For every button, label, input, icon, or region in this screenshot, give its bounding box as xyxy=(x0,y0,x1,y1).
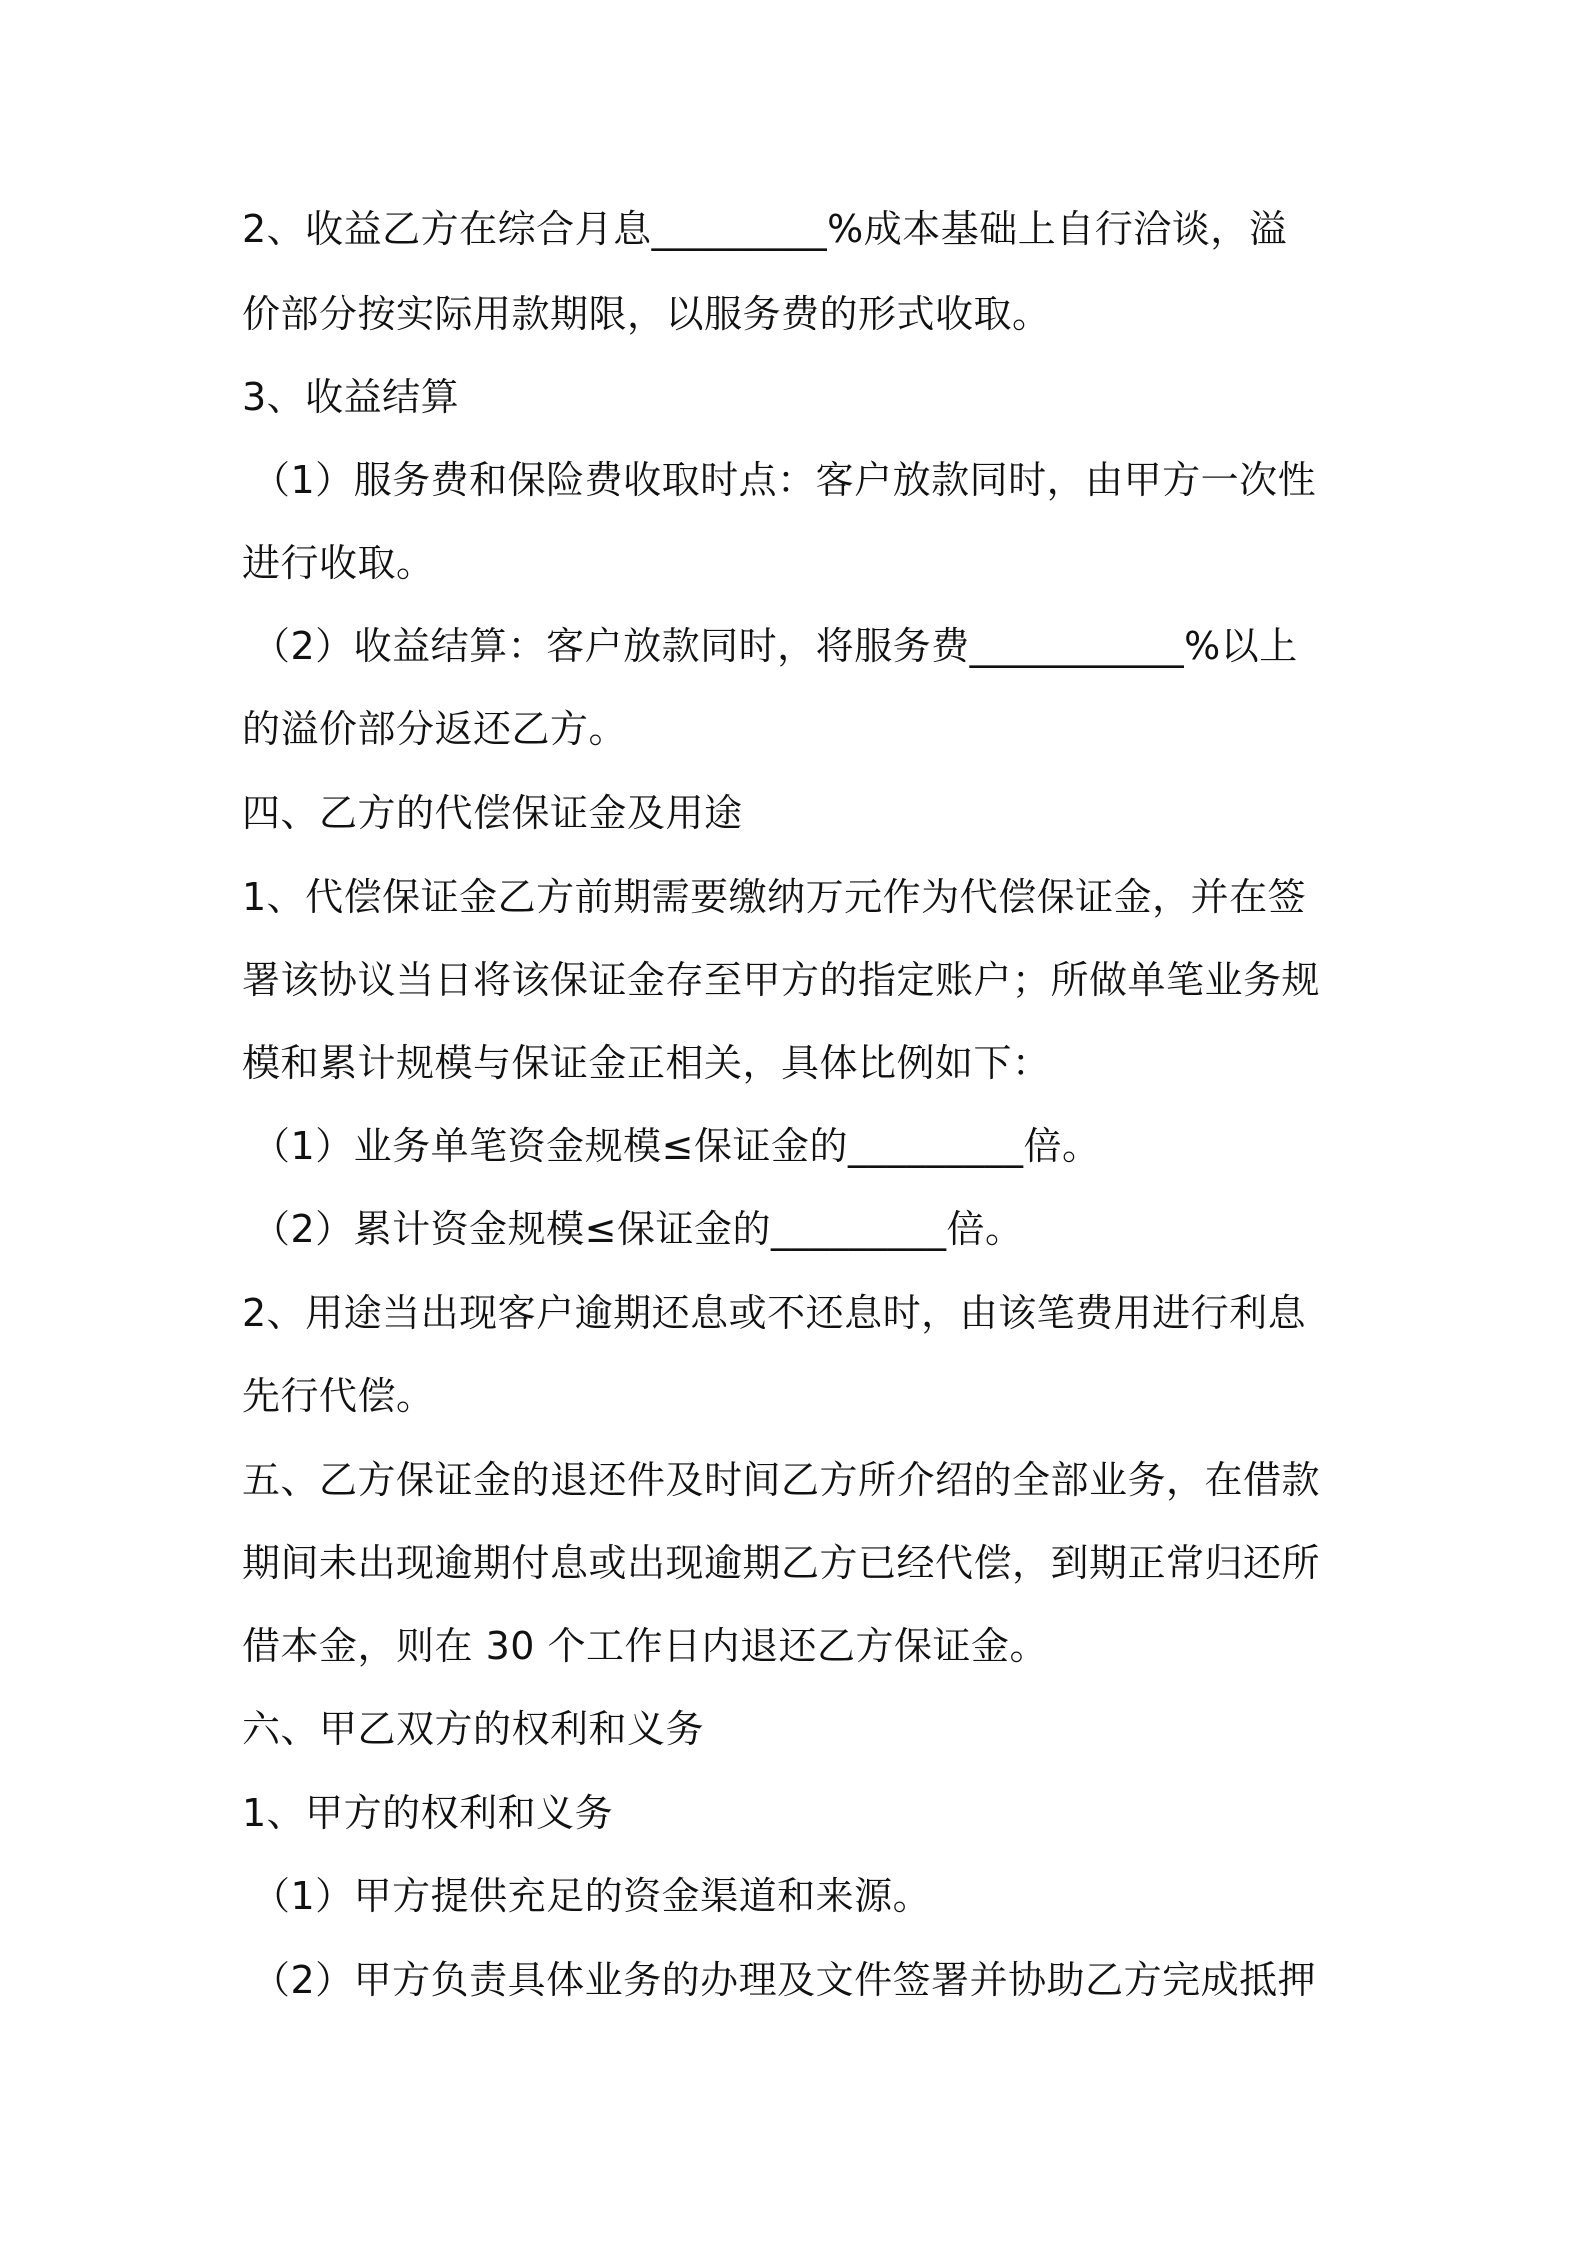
line-11: 模和累计规模与保证金正相关，具体比例如下： xyxy=(242,1041,1051,1085)
line-1: 2、收益乙方在综合月息_________%成本基础上自行洽谈，溢 xyxy=(242,207,1288,251)
line-20: 1、甲方的权利和义务 xyxy=(242,1791,614,1835)
line-4: （1）服务费和保险费收取时点：客户放款同时，由甲方一次性 xyxy=(252,458,1317,502)
line-22: （2）甲方负责具体业务的办理及文件签署并协助乙方完成抵押 xyxy=(252,1958,1317,2002)
line-12: （1）业务单笔资金规模≤保证金的_________倍。 xyxy=(252,1124,1101,1168)
line-7: 的溢价部分返还乙方。 xyxy=(242,707,628,751)
line-21: （1）甲方提供充足的资金渠道和来源。 xyxy=(252,1874,932,1918)
line-13: （2）累计资金规模≤保证金的_________倍。 xyxy=(252,1207,1024,1251)
line-18: 借本金，则在 30 个工作日内退还乙方保证金。 xyxy=(242,1624,1049,1668)
line-17: 期间未出现逾期付息或出现逾期乙方已经代偿，到期正常归还所 xyxy=(242,1541,1321,1585)
line-14: 2、用途当出现客户逾期还息或不还息时，由该笔费用进行利息 xyxy=(242,1291,1307,1335)
line-19: 六、甲乙双方的权利和义务 xyxy=(242,1707,705,1751)
line-6: （2）收益结算：客户放款同时，将服务费___________%以上 xyxy=(252,624,1298,668)
line-10: 署该协议当日将该保证金存至甲方的指定账户；所做单笔业务规 xyxy=(242,958,1321,1002)
line-9: 1、代偿保证金乙方前期需要缴纳万元作为代偿保证金，并在签 xyxy=(242,875,1307,919)
line-5: 进行收取。 xyxy=(242,541,435,585)
line-15: 先行代偿。 xyxy=(242,1374,435,1418)
line-16: 五、乙方保证金的退还件及时间乙方所介绍的全部业务，在借款 xyxy=(242,1458,1321,1502)
line-2: 价部分按实际用款期限，以服务费的形式收取。 xyxy=(242,292,1051,336)
line-3: 3、收益结算 xyxy=(242,375,460,419)
line-8: 四、乙方的代偿保证金及用途 xyxy=(242,791,743,835)
